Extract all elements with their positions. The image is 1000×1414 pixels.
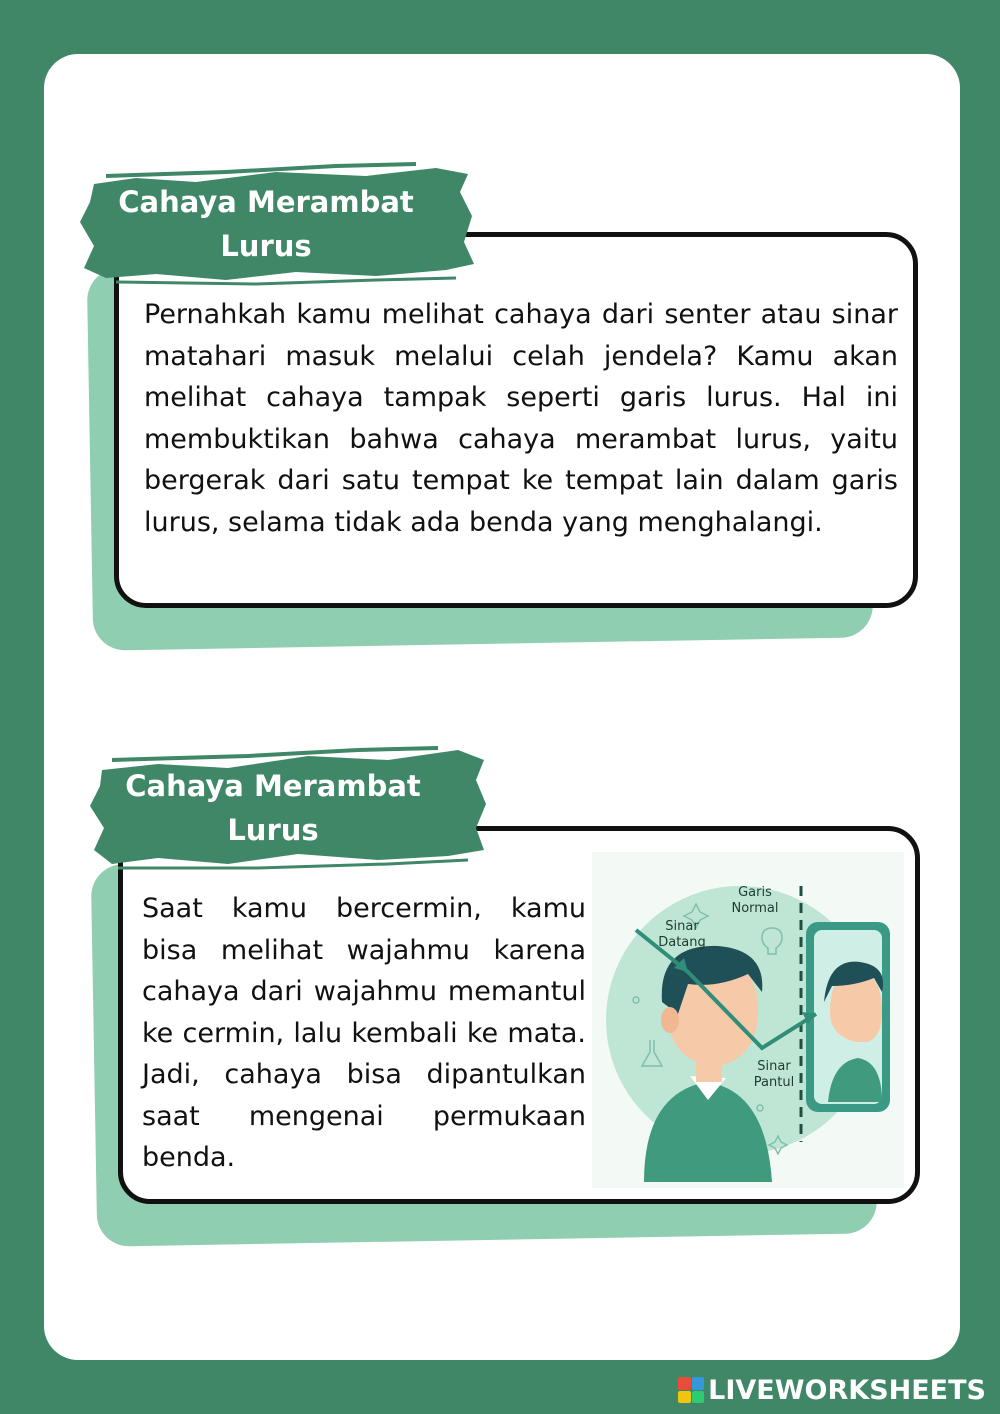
section-2-body: Saat kamu bercermin, kamu bisa melihat wajahmu karena cahaya dari wajahmu memantul ke cermin, lalu kembali ke mata. Jadi, cahaya bisa dipantulkan saat mengenai permukaan benda.: [142, 893, 586, 1173]
section-2-title: Cahaya Merambat Lurus: [125, 769, 421, 847]
label-normal-2: Normal: [731, 901, 779, 916]
section-1-title: Cahaya Merambat Lurus: [118, 185, 414, 263]
section-1-banner: [76, 162, 476, 286]
liveworksheets-brand: [678, 1374, 986, 1406]
section-2-banner: [88, 746, 488, 870]
label-normal-1: Garis: [738, 885, 772, 900]
label-reflected-1: Sinar: [757, 1059, 791, 1074]
label-reflected-2: Pantul: [753, 1075, 795, 1090]
label-incoming-2: Datang: [658, 935, 706, 950]
brand-text: LIVEWORKSHEETS: [708, 1374, 986, 1406]
label-incoming-1: Sinar: [665, 919, 699, 934]
section-1-body: Pernahkah kamu melihat cahaya dari senter atau sinar matahari masuk melalui celah jendela? Kamu akan melihat cahaya tampak seperti garis lurus. Hal ini membuktikan bahwa cahaya merambat lurus, yaitu bergerak dari satu tempat ke tempat lain dalam garis lurus, selama tidak ada benda yang menghalangi.: [144, 299, 898, 538]
brand-logo-icon: [678, 1377, 704, 1403]
mirror-reflection-illustration: [592, 852, 904, 1188]
